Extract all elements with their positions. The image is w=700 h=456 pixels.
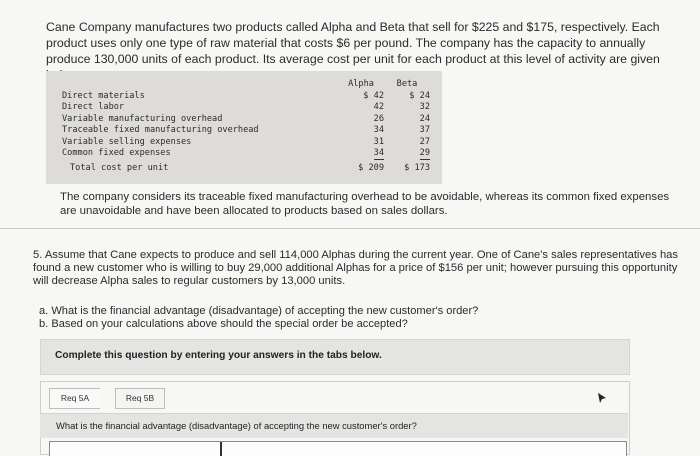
total-beta: $ 173	[404, 162, 430, 173]
row-label: Variable selling expenses	[62, 136, 192, 147]
table-row	[62, 114, 430, 126]
row-alpha: 34	[373, 125, 384, 135]
row-alpha: 26	[373, 113, 384, 124]
table-row	[62, 91, 430, 103]
part-b: b. Based on your calculations above should the special order be accepted?	[39, 318, 408, 330]
row-label: Variable manufacturing overhead	[62, 113, 223, 124]
mouse-cursor-icon	[596, 392, 608, 404]
row-beta: 27	[419, 136, 430, 147]
answer-input-row[interactable]	[49, 441, 627, 456]
header-blank	[62, 79, 338, 91]
row-label: Traceable fixed manufacturing overhead	[62, 125, 259, 135]
tab-req-5a[interactable]: Req 5A	[49, 388, 100, 409]
row-beta: 32	[419, 102, 430, 112]
row-label: Common fixed expenses	[62, 148, 171, 158]
header-beta: Beta	[396, 79, 418, 89]
total-label: Total cost per unit	[70, 162, 169, 173]
row-alpha: 42	[373, 102, 384, 112]
instructions-bar	[40, 339, 630, 375]
answer-label-cell	[50, 442, 222, 456]
cost-table	[62, 79, 430, 174]
table-header-row	[62, 79, 430, 91]
cost-table-panel	[46, 71, 442, 184]
header-alpha: Alpha	[348, 79, 374, 89]
total-row	[62, 160, 430, 175]
tab-req-5b[interactable]: Req 5B	[115, 388, 165, 409]
question-5-text: 5. Assume that Cane expects to produce and sell 114,000 Alphas during the current year. One of Cane's sales representatives has found a new customer who is willing to buy 29,000 additional Alphas for a price of $156 per unit; however pursuing this opportunity will decrease Alpha sales to regular customers by 13,000 units.	[33, 249, 678, 287]
row-label: Direct materials	[62, 90, 145, 101]
active-question-text: What is the financial advantage (disadvantage) of accepting the new customer's order?	[56, 420, 417, 431]
instructions-text: Complete this question by entering your answers in the tabs below.	[55, 350, 382, 361]
section-divider	[0, 228, 700, 229]
row-beta: 24	[419, 113, 430, 124]
active-question-bar	[40, 413, 628, 438]
row-beta: 29	[419, 148, 430, 158]
avoidable-note: The company considers its traceable fixed manufacturing overhead to be avoidable, whereas its common fixed expenses are unavoidable and have been allocated to products based on sales dollars.	[60, 191, 670, 217]
table-row	[62, 148, 430, 160]
row-beta: $ 24	[409, 90, 430, 101]
part-a: a. What is the financial advantage (disadvantage) of accepting the new customer's order?	[39, 305, 479, 317]
row-beta: 37	[419, 125, 430, 135]
row-alpha: $ 42	[363, 90, 384, 101]
table-row	[62, 137, 430, 149]
problem-intro: Cane Company manufactures two products called Alpha and Beta that sell for $225 and $175, respectively. Each product uses only one type of raw material that costs $6 per pound. The company has the capacity to annually produce 130,000 units of each product. Its average cost per unit for each product at this level of activity are given	[46, 20, 660, 66]
table-row	[62, 125, 430, 137]
row-label: Direct labor	[62, 102, 125, 112]
total-alpha: $ 209	[358, 162, 384, 173]
row-alpha: 31	[373, 136, 384, 147]
table-row	[62, 102, 430, 114]
question-parts	[39, 305, 679, 331]
row-alpha: 34	[373, 148, 384, 158]
